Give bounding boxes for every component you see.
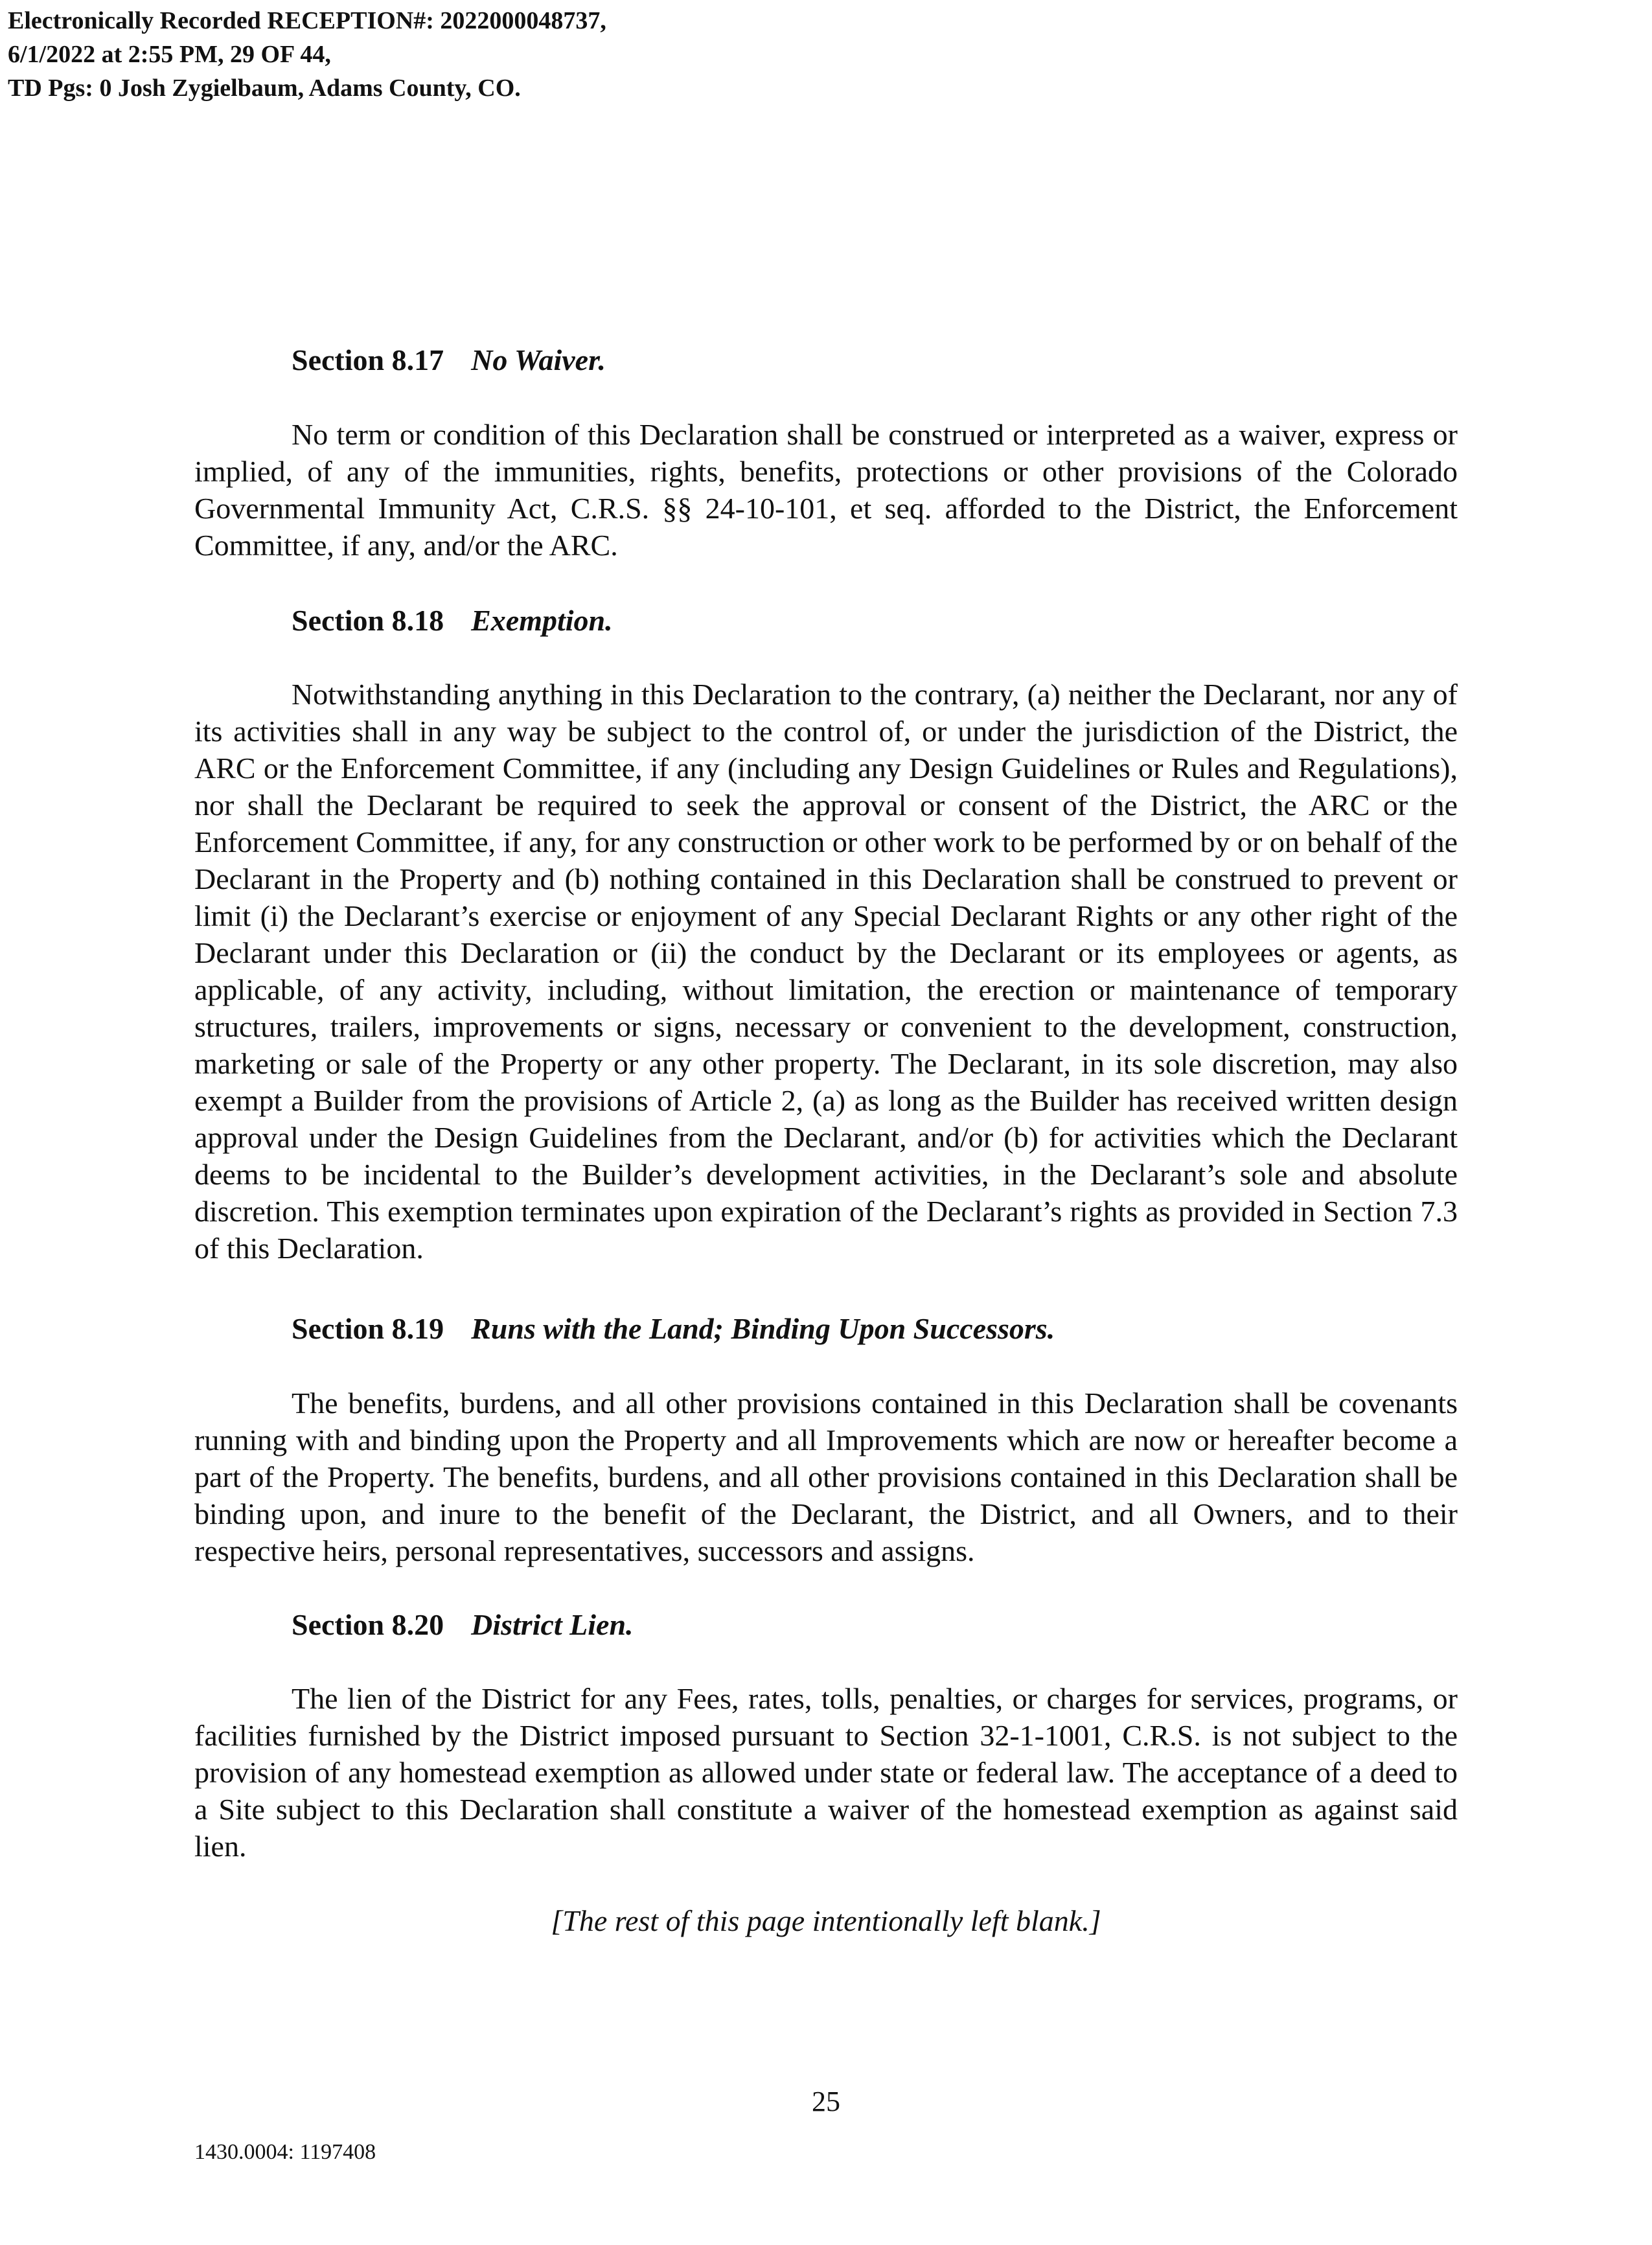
document-id: 1430.0004: 1197408: [194, 2140, 376, 2164]
section-number: Section 8.18: [292, 604, 444, 637]
section-number: Section 8.17: [292, 343, 444, 376]
section-title: No Waiver.: [471, 343, 606, 376]
section-heading-8-19: [292, 1311, 1055, 1347]
section-title: District Lien.: [471, 1608, 634, 1641]
section-number: Section 8.19: [292, 1312, 444, 1345]
section-number: Section 8.20: [292, 1608, 444, 1641]
section-title: Exemption.: [471, 604, 613, 637]
section-heading-8-18: [292, 603, 613, 639]
section-body-8-20: The lien of the District for any Fees, rates, tolls, penalties, or charges for services, programs, or facilities furnished by the District imposed pursuant to Section 32-1-1001, C.R.S. is not subject to the provision of any homestead exemption as allowed under state or federal law. The acceptance of a deed to a Site subject to this Declaration shall constitute a waiver of the homestead exemption as against said lien.: [194, 1682, 1458, 1863]
section-body-8-18: Notwithstanding anything in this Declaration to the contrary, (a) neither the Declarant, nor any of its activities shall in any way be subject to the control of, or under the jurisdiction of the District, the ARC or the Enforcement Committee, if any (including any Design Guidelines or Rules and Regulations), nor shall the Declarant be required to seek the approval or consent of the District, the ARC or the Enforcement Committee, if any, for any construction or other work to be performed by or on behalf of the Declarant in the Property and (b) nothing contained in this Declaration shall be construed to prevent or limit (i) the Declarant’s exercise or enjoyment of any Special Declarant Rights or any other right of the Declarant under this Declaration or (ii) the conduct by the Declarant or its employees or agents, as applicable, of any activity, including, without limitation, the erection or maintenance of temporary structures, trailers, improvements or signs, necessary or convenient to the development, construction, marketing or sale of the Property or any other property. The Declarant, in its sole discretion, may also exempt a Builder from the provisions of Article 2, (a) as long as the Builder has received written design approval under the Design Guidelines from the Declarant, and/or (b) for activities which the Declarant deems to be incidental to the Builder’s development activities, in the Declarant’s sole and absolute discretion. This exemption terminates upon expiration of the Declarant’s rights as provided in Section 7.3 of this Declaration.: [194, 678, 1458, 1265]
section-heading-8-17: [292, 342, 606, 378]
section-heading-8-20: [292, 1607, 634, 1643]
intentionally-blank-note: [The rest of this page intentionally left blank.]: [551, 1904, 1101, 1937]
page-number: 25: [812, 2086, 840, 2117]
section-body-8-17: No term or condition of this Declaration shall be construed or interpreted as a waiver, express or implied, of any of the immunities, rights, benefits, protections or other provisions of the Colorado Governmental Immunity Act, C.R.S. §§ 24-10-101, et seq. afforded to the District, the Enforcement Committee, if any, and/or the ARC.: [194, 418, 1458, 562]
section-body-8-19: The benefits, burdens, and all other provisions contained in this Declaration shall be covenants running with and binding upon the Property and all Improvements which are now or hereafter become a part of the Property. The benefits, burdens, and all other provisions contained in this Declaration shall be binding upon, and inure to the benefit of the Declarant, the District, and all Owners, and to their respective heirs, personal representatives, successors and assigns.: [194, 1387, 1458, 1567]
recording-header-line-2: 6/1/2022 at 2:55 PM, 29 OF 44,: [8, 41, 331, 68]
section-title: Runs with the Land; Binding Upon Successors.: [471, 1312, 1055, 1345]
recording-header: [8, 4, 606, 105]
recording-header-line-1: Electronically Recorded RECEPTION#: 2022000048737,: [8, 7, 606, 34]
recording-header-line-3: TD Pgs: 0 Josh Zygielbaum, Adams County, CO.: [8, 75, 521, 102]
